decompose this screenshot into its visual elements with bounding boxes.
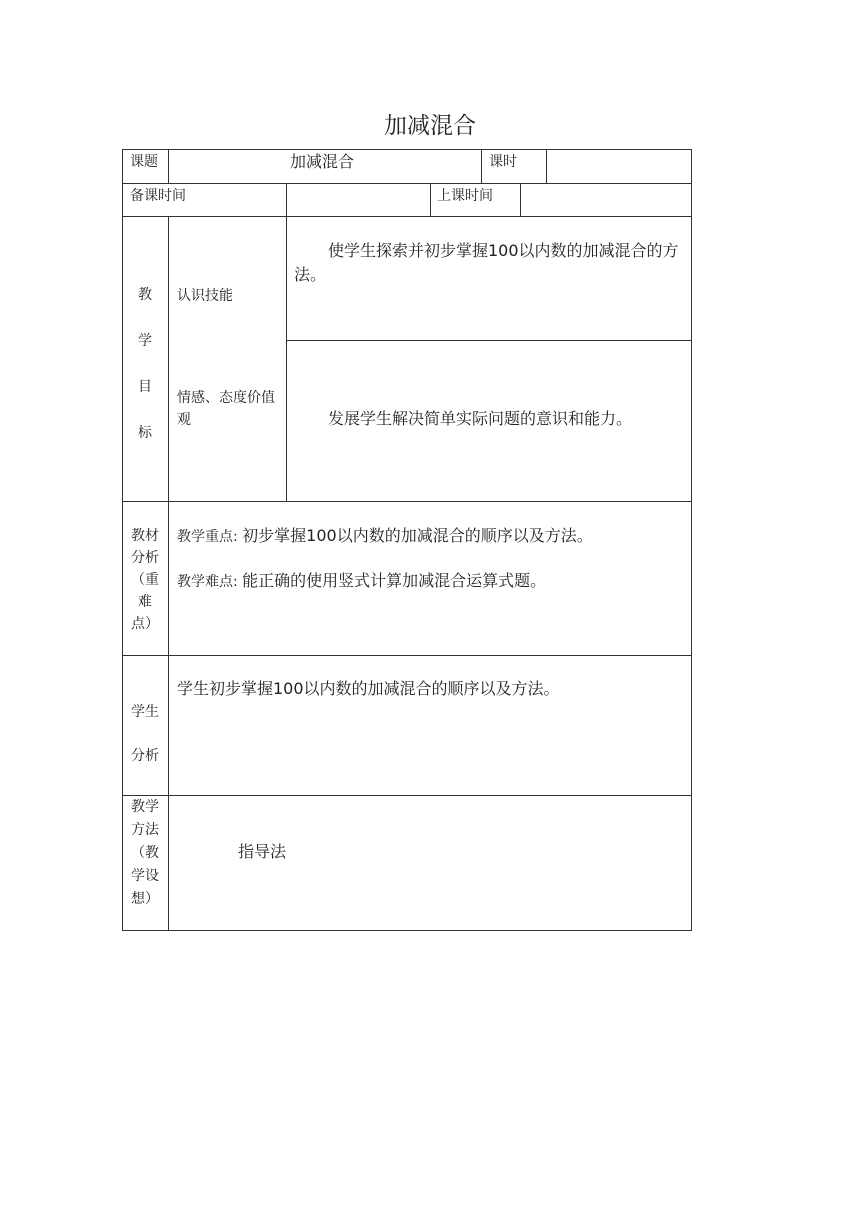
table-border-bottom bbox=[122, 930, 692, 931]
prep-time-label: 备课时间 bbox=[130, 188, 186, 204]
objectives-section-label bbox=[122, 285, 168, 453]
objectives-label-char: 教 bbox=[138, 287, 152, 303]
table-border-top bbox=[122, 149, 692, 150]
row-divider bbox=[286, 340, 692, 341]
key-point-label: 教学重点: bbox=[177, 529, 238, 545]
col-divider bbox=[286, 216, 287, 501]
method-label-line: （教 bbox=[131, 845, 159, 861]
difficult-point-text: 能正确的使用竖式计算加减混合运算式题。 bbox=[242, 571, 547, 590]
student-label-line: 学生 bbox=[131, 704, 159, 720]
skills-text: 使学生探索并初步掌握100以内数的加减混合的方法。 bbox=[294, 241, 679, 284]
emotion-label: 情感、态度价值观 bbox=[177, 390, 275, 428]
student-label-line: 分析 bbox=[131, 748, 159, 764]
col-divider bbox=[520, 183, 521, 216]
material-label-line: 教材 bbox=[131, 528, 159, 544]
teaching-method-label bbox=[122, 796, 168, 911]
lesson-plan-table bbox=[122, 149, 692, 931]
col-divider bbox=[481, 149, 482, 183]
row-divider bbox=[122, 216, 692, 217]
material-label-line: 点） bbox=[131, 616, 159, 632]
student-analysis-text: 学生初步掌握100以内数的加减混合的顺序以及方法。 bbox=[177, 679, 560, 698]
emotion-text: 发展学生解决简单实际问题的意识和能力。 bbox=[328, 409, 633, 428]
skills-label: 认识技能 bbox=[177, 288, 233, 304]
method-label-line: 学设 bbox=[131, 868, 159, 884]
method-label-line: 方法 bbox=[131, 822, 159, 838]
topic-value: 加减混合 bbox=[290, 152, 355, 171]
row-divider bbox=[122, 655, 692, 656]
objectives-label-char: 学 bbox=[138, 333, 152, 349]
document-title: 加减混合 bbox=[384, 113, 476, 139]
objectives-label-char: 标 bbox=[138, 425, 152, 441]
material-label-line: （重 bbox=[131, 572, 159, 588]
key-point-row bbox=[177, 524, 593, 548]
col-divider bbox=[168, 149, 169, 183]
material-analysis-label bbox=[122, 525, 168, 635]
col-divider bbox=[168, 216, 169, 930]
key-point-text: 初步掌握100以内数的加减混合的顺序以及方法。 bbox=[242, 526, 593, 545]
class-time-label: 上课时间 bbox=[437, 188, 493, 204]
difficult-point-row bbox=[177, 569, 546, 593]
row-divider bbox=[122, 795, 692, 796]
col-divider bbox=[546, 149, 547, 183]
col-divider bbox=[430, 183, 431, 216]
difficult-point-label: 教学难点: bbox=[177, 574, 238, 590]
col-divider bbox=[286, 183, 287, 216]
student-analysis-label bbox=[122, 702, 168, 766]
period-label: 课时 bbox=[489, 154, 517, 170]
topic-label: 课题 bbox=[130, 154, 158, 170]
material-label-line: 分析 bbox=[131, 550, 159, 566]
row-divider bbox=[122, 501, 692, 502]
material-label-line: 难 bbox=[138, 594, 152, 610]
table-border-right bbox=[691, 149, 692, 931]
method-label-line: 教学 bbox=[131, 799, 159, 815]
row-divider bbox=[122, 183, 692, 184]
teaching-method-text: 指导法 bbox=[238, 842, 287, 861]
method-label-line: 想） bbox=[131, 891, 159, 907]
objectives-label-char: 目 bbox=[138, 379, 152, 395]
